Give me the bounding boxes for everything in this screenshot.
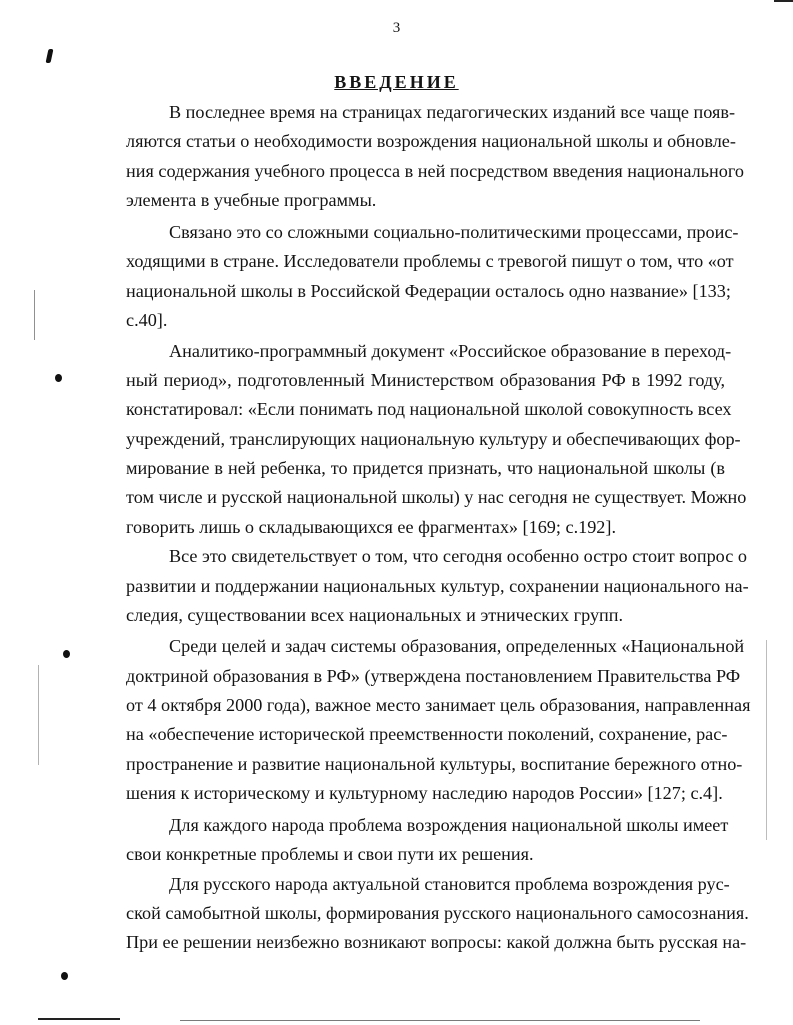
text-line: следия, существовании всех национальных и этнических групп. <box>126 605 624 625</box>
text-line: В последнее время на страницах педагогических изданий все чаще появ- <box>169 102 735 122</box>
text-line: Связано это со сложными социально-политическими процессами, проис- <box>169 222 739 242</box>
text-line: мирование в ней ребенка, то придется признать, что национальной школы (в <box>126 458 725 478</box>
punch-hole-mark <box>61 972 68 980</box>
text-line: том числе и русской национальной школы) у нас сегодня не существует. Можно <box>126 487 747 507</box>
text-line: развитии и поддержании национальных культур, сохранении национального на- <box>126 576 749 596</box>
punch-hole-mark <box>63 650 70 658</box>
text-line: ской самобытной школы, формирования русского национального самосознания. <box>126 903 749 923</box>
text-line: на «обеспечение исторической преемственности поколений, сохранение, рас- <box>126 724 728 744</box>
text-line: доктриной образования в РФ» (утверждена постановлением Правительства РФ <box>126 666 741 686</box>
scan-bottom-line <box>38 1018 120 1020</box>
scan-mark <box>46 49 54 63</box>
text-line: свои конкретные проблемы и свои пути их решения. <box>126 844 534 864</box>
text-line: с.40]. <box>126 310 168 330</box>
text-line: от 4 октября 2000 года), важное место занимает цель образования, направленная <box>126 695 751 715</box>
text-line: элемента в учебные программы. <box>126 190 377 210</box>
text-line: Все это свидетельствует о том, что сегодня особенно остро стоит вопрос о <box>169 546 747 566</box>
text-line: Аналитико-программный документ «Российское образование в переход- <box>169 341 732 361</box>
text-line: Для русского народа актуальной становится проблема возрождения рус- <box>169 874 730 894</box>
scan-corner-mark <box>774 0 793 2</box>
section-heading: ВВЕДЕНИЕ <box>334 72 459 92</box>
text-line: национальной школы в Российской Федерации осталось одно название» [133; <box>126 281 731 301</box>
page-number: 3 <box>392 20 401 36</box>
text-line: учреждений, транслирующих национальную культуру и обеспечивающих фор- <box>126 429 741 449</box>
text-line: ляются статьи о необходимости возрождения национальной школы и обновле- <box>126 131 736 151</box>
text-line: ный период», подготовленный Министерством образования РФ в 1992 году, <box>126 370 725 390</box>
text-line: констатировал: «Если понимать под национальной школой совокупность всех <box>126 399 732 419</box>
scan-edge-line <box>38 665 39 765</box>
text-line: шения к историческому и культурному наследию народов России» [127; с.4]. <box>126 783 723 803</box>
scan-bottom-line <box>180 1020 700 1021</box>
punch-hole-mark <box>55 374 62 382</box>
text-line: говорить лишь о складывающихся ее фрагментах» [169; с.192]. <box>126 517 616 537</box>
text-line: ходящими в стране. Исследователи проблемы с тревогой пишут о том, что «от <box>126 251 734 271</box>
text-line: ния содержания учебного процесса в ней посредством введения национального <box>126 161 744 181</box>
text-line: Среди целей и задач системы образования, определенных «Национальной <box>169 636 745 656</box>
scan-edge-line <box>766 640 767 840</box>
text-line: Для каждого народа проблема возрождения национальной школы имеет <box>169 815 729 835</box>
text-line: пространение и развитие национальной культуры, воспитание бережного отно- <box>126 754 743 774</box>
scan-edge-line <box>34 290 35 340</box>
text-line: При ее решении неизбежно возникают вопросы: какой должна быть русская на- <box>126 932 747 952</box>
